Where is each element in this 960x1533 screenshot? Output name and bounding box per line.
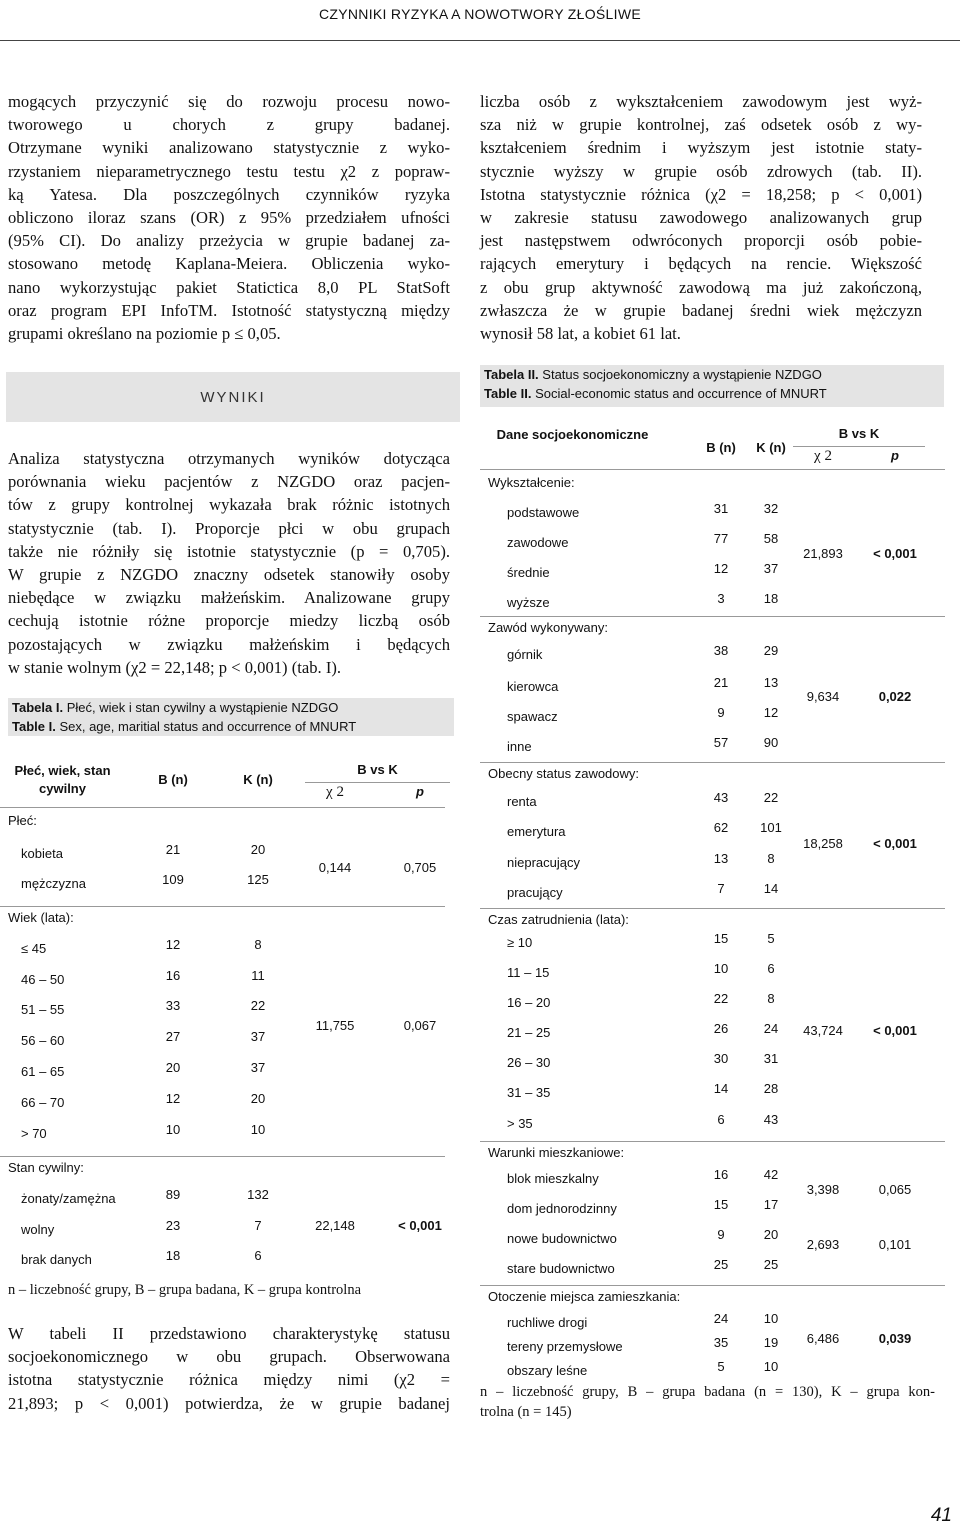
row-k-value: 6 <box>254 1248 262 1263</box>
row-b-value: 89 <box>165 1187 181 1202</box>
row-label: ruchliwe drogi <box>507 1315 588 1330</box>
stat-chi: 6,486 <box>806 1331 840 1346</box>
stat-chi: 9,634 <box>806 689 840 704</box>
row-k-value: 20 <box>250 842 266 857</box>
table2-footnote-line2: trolna (n = 145) <box>480 1404 572 1420</box>
row-b-value: 15 <box>713 1197 729 1212</box>
row-k-value: 42 <box>763 1167 779 1182</box>
row-b-value: 30 <box>713 1051 729 1066</box>
table1-caption-pl-label: Tabela I. <box>12 700 64 715</box>
table1-caption <box>8 698 454 736</box>
header-group: Płeć, wiek, stan cywilny <box>14 763 111 796</box>
row-k-value: 90 <box>763 735 779 750</box>
text-line: niebędące w związku małżeńskim. Analizowane grupy <box>8 588 450 608</box>
row-k-value: 14 <box>763 881 779 896</box>
row-category: Warunki mieszkaniowe: <box>488 1145 625 1160</box>
row-b-value: 43 <box>713 790 729 805</box>
header-rule <box>0 40 960 41</box>
text-line: (95% CI). Do analizy przeżycia w grupie badanej za- <box>8 231 450 251</box>
text-line: stosowano metodę Kaplana-Meiera. Obliczenia wyko- <box>8 254 450 274</box>
row-b-value: 16 <box>165 968 181 983</box>
row-label: > 70 <box>21 1126 47 1141</box>
row-k-value: 32 <box>763 501 779 516</box>
table1-caption-en: Sex, age, maritial status and occurrence of MNURT <box>59 719 357 734</box>
row-b-value: 15 <box>713 931 729 946</box>
row-k-value: 19 <box>763 1335 779 1350</box>
header-k: K (n) <box>243 772 273 787</box>
header-chi: χ 2 <box>326 784 344 800</box>
group-rule <box>0 906 445 907</box>
stat-chi: 21,893 <box>803 546 843 561</box>
group-rule <box>480 1141 945 1142</box>
text-line: grupami określano na poziomie p ≤ 0,05. <box>8 324 281 344</box>
row-k-value: 20 <box>763 1227 779 1242</box>
row-label: brak danych <box>21 1252 92 1267</box>
row-label: blok mieszkalny <box>507 1171 599 1186</box>
row-k-value: 37 <box>250 1029 266 1044</box>
table1-caption-pl: Płeć, wiek i stan cywilny a wystąpienie NZDGO <box>66 700 339 715</box>
row-label: zawodowe <box>507 535 569 550</box>
text-line: z obu grup aktywność zawodową ma już zakończoną, <box>480 277 922 297</box>
row-b-value: 12 <box>165 937 181 952</box>
row-label: nowe budownictwo <box>507 1231 617 1246</box>
row-k-value: 5 <box>767 931 775 946</box>
row-b-value: 25 <box>713 1257 729 1272</box>
row-b-value: 35 <box>713 1335 729 1350</box>
text-line: socjoekonomicznego w obu grupach. Obserwowana <box>8 1347 450 1367</box>
stat-p: < 0,001 <box>873 1023 917 1038</box>
row-k-value: 8 <box>254 937 262 952</box>
header-p: p <box>891 448 899 463</box>
row-category: Wykształcenie: <box>488 475 575 490</box>
row-k-value: 10 <box>250 1122 266 1137</box>
row-b-value: 33 <box>165 998 181 1013</box>
header-group: Dane socjoekonomiczne <box>496 427 649 442</box>
text-line: ką Yatesa. Dla poszczególnych czynników ryzyka <box>8 184 450 204</box>
row-b-value: 14 <box>713 1081 729 1096</box>
row-category: Otoczenie miejsca zamieszkania: <box>488 1289 681 1304</box>
header-p: p <box>416 784 424 799</box>
right-paragraph <box>480 90 922 345</box>
stat-p: 0,039 <box>878 1331 912 1346</box>
methods-paragraph <box>8 90 450 345</box>
stat-chi: 18,258 <box>803 836 843 851</box>
text-line: Analiza statystyczna otrzymanych wyników dotycząca <box>8 449 450 468</box>
row-k-value: 22 <box>250 998 266 1013</box>
text-line: statystycznie (tab. I). Proporcje płci w obu grupach <box>8 518 450 538</box>
row-label: 16 – 20 <box>507 995 551 1010</box>
table2-caption <box>480 365 944 407</box>
stat-p: 0,065 <box>878 1182 912 1197</box>
table2-footnote-line1: n – liczebność grupy, B – grupa badana (n = 130), K – grupa kon- <box>480 1384 935 1400</box>
table2-caption-pl-label: Tabela II. <box>484 367 539 382</box>
row-label: wyższe <box>507 595 550 610</box>
table2-caption-en: Social-economic status and occurrence of MNURT <box>535 386 827 401</box>
text-line: liczba osób z wykształceniem zawodowym jest wyż- <box>480 92 922 111</box>
row-b-value: 9 <box>717 705 725 720</box>
section-title-wyniki: WYNIKI <box>6 372 460 422</box>
stat-p: < 0,001 <box>398 1218 442 1233</box>
table2-intro-paragraph <box>8 1322 450 1415</box>
row-label: 11 – 15 <box>507 965 550 980</box>
row-b-value: 16 <box>713 1167 729 1182</box>
row-k-value: 10 <box>763 1359 779 1374</box>
row-category: Zawód wykonywany: <box>488 620 608 635</box>
stat-chi: 43,724 <box>803 1023 843 1038</box>
text-line: rzystaniem nieparametrycznego testu testu χ2 z popraw- <box>8 161 450 181</box>
row-b-value: 3 <box>717 591 725 606</box>
row-b-value: 24 <box>713 1311 729 1326</box>
header-bvsk: B vs K <box>357 762 398 777</box>
text-line: stycznie wyższy w grupie osób zdrowych (tab. II). <box>480 161 922 181</box>
row-k-value: 20 <box>250 1091 266 1106</box>
header-b: B (n) <box>706 440 736 455</box>
stat-chi: 2,693 <box>806 1237 840 1252</box>
header-rule-bottom <box>0 807 445 808</box>
row-label: inne <box>507 739 532 754</box>
row-label: górnik <box>507 647 543 662</box>
group-rule <box>480 762 945 763</box>
text-line: kształceniem średnim i wyższym jest istotnie staty- <box>480 138 922 158</box>
row-label: 51 – 55 <box>21 1002 65 1017</box>
stat-p: 0,067 <box>403 1018 437 1033</box>
row-b-value: 20 <box>165 1060 181 1075</box>
row-label: średnie <box>507 565 550 580</box>
row-k-value: 6 <box>767 961 775 976</box>
row-b-value: 26 <box>713 1021 729 1036</box>
text-line: obliczono iloraz szans (OR) z 95% przedziałem ufności <box>8 208 450 228</box>
text-line: w zakresie statusu zawodowego analizowanych grup <box>480 208 922 228</box>
row-label: dom jednorodzinny <box>507 1201 617 1216</box>
row-label: 66 – 70 <box>21 1095 65 1110</box>
header-b: B (n) <box>158 772 188 787</box>
table2-footnote <box>480 1382 935 1422</box>
row-label: spawacz <box>507 709 558 724</box>
header-rule-top <box>793 446 925 447</box>
row-k-value: 43 <box>763 1112 779 1127</box>
row-k-value: 37 <box>250 1060 266 1075</box>
row-k-value: 10 <box>763 1311 779 1326</box>
text-line: W tabeli II przedstawiono charakterystykę statusu <box>8 1324 450 1343</box>
row-b-value: 9 <box>717 1227 725 1242</box>
header-rule-top <box>305 782 450 783</box>
row-k-value: 125 <box>247 872 269 887</box>
row-label: ≤ 45 <box>21 941 47 956</box>
row-b-value: 23 <box>165 1218 181 1233</box>
text-line: także nie różniły się istotnie statystycznie (p = 0,705). <box>8 541 450 561</box>
row-k-value: 101 <box>760 820 782 835</box>
row-k-value: 7 <box>254 1218 262 1233</box>
row-k-value: 132 <box>247 1187 269 1202</box>
row-label: > 35 <box>507 1116 533 1131</box>
row-label: mężczyzna <box>21 876 87 891</box>
row-b-value: 109 <box>162 872 184 887</box>
text-line: pozostających w związku małżeńskim i będących <box>8 634 450 654</box>
row-k-value: 8 <box>767 991 775 1006</box>
running-header: CZYNNIKI RYZYKA A NOWOTWORY ZŁOŚLIWE <box>319 6 641 22</box>
header-chi: χ 2 <box>814 448 832 464</box>
row-k-value: 28 <box>763 1081 779 1096</box>
row-b-value: 21 <box>713 675 729 690</box>
row-b-value: 22 <box>713 991 729 1006</box>
row-b-value: 18 <box>165 1248 181 1263</box>
row-k-value: 37 <box>763 561 779 576</box>
text-line: wynosił 58 lat, a kobiet 61 lat. <box>480 324 681 344</box>
text-line: Istotna statystycznie różnica (χ2 = 18,258; p < 0,001) <box>480 184 922 204</box>
text-line: nano wykorzystując pakiet Statictica 8,0 PL StatSoft <box>8 277 450 297</box>
group-rule <box>0 1156 445 1157</box>
row-label: niepracujący <box>507 855 580 870</box>
text-line: tów z grupy kontrolnej wykazała brak różnic istotnych <box>8 495 450 515</box>
row-k-value: 12 <box>763 705 779 720</box>
row-label: kierowca <box>507 679 559 694</box>
table2-caption-en-label: Table II. <box>484 386 532 401</box>
table-2 <box>480 420 940 1385</box>
header-bvsk: B vs K <box>838 426 880 441</box>
row-label: renta <box>507 794 537 809</box>
text-line: rających emerytury i będących na rencie. Większość <box>480 254 922 274</box>
row-label: wolny <box>21 1222 55 1237</box>
row-b-value: 10 <box>165 1122 181 1137</box>
row-label: 61 – 65 <box>21 1064 65 1079</box>
group-rule <box>480 616 945 617</box>
row-k-value: 18 <box>763 591 779 606</box>
text-line: oraz program EPI InfoTM. Istotność statystyczną między <box>8 300 450 320</box>
row-b-value: 13 <box>713 851 729 866</box>
row-label: stare budownictwo <box>507 1261 615 1276</box>
row-b-value: 31 <box>713 501 729 516</box>
text-line: tworowego u chorych z grupy badanej. <box>8 115 450 135</box>
row-b-value: 10 <box>713 961 729 976</box>
header-rule-bottom <box>480 469 945 470</box>
stat-chi: 3,398 <box>806 1182 840 1197</box>
row-label: emerytura <box>507 824 566 839</box>
table1-footnote: n – liczebność grupy, B – grupa badana, K – grupa kontrolna <box>8 1282 362 1298</box>
row-b-value: 5 <box>717 1359 725 1374</box>
row-category: Czas zatrudnienia (lata): <box>488 912 629 927</box>
text-line: 21,893; p < 0,001) potwierdza, że w grupie badanej <box>8 1393 450 1413</box>
text-line: mogących przyczynić się do rozwoju procesu nowo- <box>8 92 450 111</box>
row-k-value: 11 <box>251 968 265 983</box>
row-k-value: 17 <box>763 1197 779 1212</box>
results-paragraph <box>8 447 450 679</box>
row-label: 56 – 60 <box>21 1033 65 1048</box>
row-b-value: 62 <box>713 820 729 835</box>
row-k-value: 25 <box>763 1257 779 1272</box>
stat-p: < 0,001 <box>873 836 917 851</box>
page-number: 41 <box>930 1505 952 1526</box>
row-label: pracujący <box>507 885 563 900</box>
row-label: 26 – 30 <box>507 1055 551 1070</box>
row-k-value: 29 <box>763 643 779 658</box>
row-label: obszary leśne <box>507 1363 588 1378</box>
row-b-value: 38 <box>713 643 729 658</box>
table2-caption-pl: Status socjoekonomiczny a wystąpienie NZDGO <box>542 367 822 382</box>
row-category: Płeć: <box>8 813 37 828</box>
header-k: K (n) <box>756 440 786 455</box>
row-label: żonaty/zamężna <box>21 1191 116 1206</box>
row-b-value: 12 <box>165 1091 181 1106</box>
stat-p: < 0,001 <box>873 546 917 561</box>
text-line: porównania wieku pacjentów z NZGDO oraz pacjen- <box>8 472 450 492</box>
row-category: Wiek (lata): <box>8 910 74 925</box>
row-b-value: 6 <box>717 1112 725 1127</box>
row-k-value: 8 <box>767 851 775 866</box>
text-line: zwłaszcza że w grupie badanej średni wiek mężczyzn <box>480 300 922 320</box>
text-line: jest następstwem odwróconych proporcji osób pobie- <box>480 231 922 251</box>
row-k-value: 31 <box>763 1051 779 1066</box>
row-k-value: 58 <box>763 531 779 546</box>
row-label: 21 – 25 <box>507 1025 551 1040</box>
row-label: podstawowe <box>507 505 580 520</box>
row-label: tereny przemysłowe <box>507 1339 623 1354</box>
row-b-value: 27 <box>165 1029 181 1044</box>
stat-chi: 22,148 <box>315 1218 355 1233</box>
text-line: Otrzymane wyniki analizowano statystycznie z wyko- <box>8 138 450 158</box>
row-b-value: 57 <box>713 735 729 750</box>
row-category: Stan cywilny: <box>8 1160 84 1175</box>
text-line: w stanie wolnym (χ2 = 22,148; p < 0,001) (tab. I). <box>8 657 342 677</box>
row-k-value: 24 <box>763 1021 779 1036</box>
row-k-value: 13 <box>763 675 779 690</box>
table-1 <box>0 750 460 1275</box>
row-category: Obecny status zawodowy: <box>488 766 640 781</box>
text-line: istotna statystycznie różnica między nimi (χ2 = <box>8 1370 450 1390</box>
row-label: kobieta <box>21 846 63 861</box>
text-line: W grupie z NZGDO znaczny odsetek stanowiły osoby <box>8 565 450 585</box>
row-b-value: 7 <box>717 881 725 896</box>
text-line: cechują istotnie różne proporcje miedzy liczbą osób <box>8 611 450 631</box>
group-rule <box>480 1285 945 1286</box>
stat-chi: 11,755 <box>315 1018 355 1033</box>
row-b-value: 12 <box>713 561 729 576</box>
row-label: ≥ 10 <box>507 935 533 950</box>
stat-p: 0,101 <box>878 1237 912 1252</box>
stat-chi: 0,144 <box>318 860 352 875</box>
row-label: 31 – 35 <box>507 1085 551 1100</box>
group-rule <box>480 908 945 909</box>
table1-caption-en-label: Table I. <box>12 719 56 734</box>
stat-p: 0,022 <box>878 689 912 704</box>
stat-p: 0,705 <box>403 860 437 875</box>
text-line: sza niż w grupie kontrolnej, zaś odsetek osób z wy- <box>480 115 922 135</box>
row-k-value: 22 <box>763 790 779 805</box>
row-b-value: 77 <box>713 531 729 546</box>
row-label: 46 – 50 <box>21 972 65 987</box>
row-b-value: 21 <box>165 842 181 857</box>
